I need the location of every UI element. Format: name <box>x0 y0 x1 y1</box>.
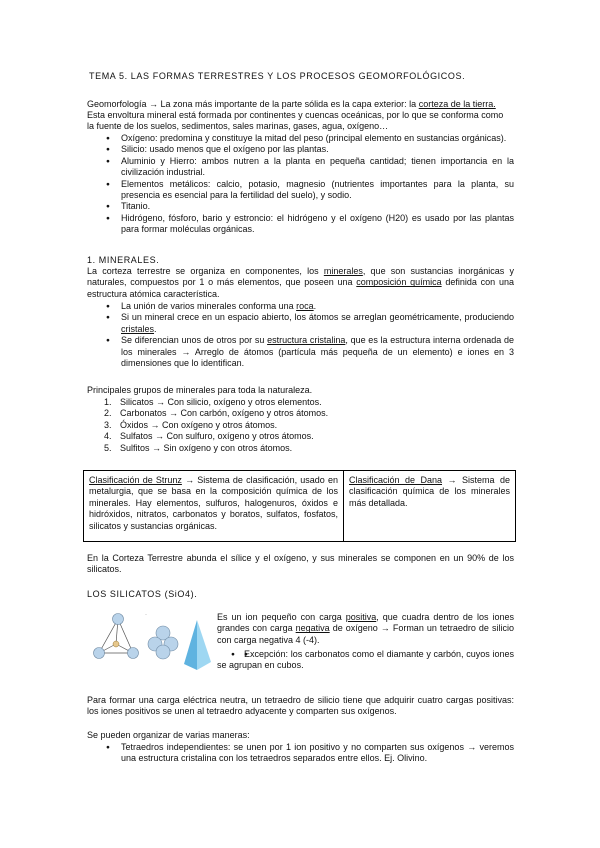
list-item: ● Elementos metálicos: calcio, potasio, magnesio (nutrientes importantes para la planta, su presencia es esencial para la fertilidad del suelo), y sodio. <box>106 179 514 202</box>
intro-lead-text: Geomorfología → La zona más importante de la parte sólida es la capa exterior: la <box>87 99 417 109</box>
strunz-text: → Sistema de clasificación, usado en metalurgia, que se basa en la composición química de los minerales. Hay elementos, sulfuros, halogenuros, óxidos e hidróxidos, nitratos, carbonatos y boratos, sulfatos, fosfatos, silicatos y sustancias orgánicas. <box>89 475 338 531</box>
list-text: Sulfitos → Sin oxígeno y con otros átomos. <box>120 442 293 453</box>
minerales-text-a: La corteza terrestre se organiza en componentes, los <box>87 266 319 276</box>
list-item <box>217 649 514 672</box>
list-item: ● Tetraedros independientes: se unen por 1 ion positivo y no comparten sus oxígenos → veremos una estructura cristalina con los tetraedros separados entre ellos. Ej. Olivino. <box>106 742 514 765</box>
list-item <box>104 397 504 408</box>
silicate-tetrahedron-diagram <box>84 606 214 678</box>
list-item <box>104 443 504 454</box>
estructura-link: estructura cristalina <box>267 335 346 346</box>
dana-title: Clasificación de Dana <box>349 475 443 485</box>
strunz-cell <box>84 471 343 541</box>
bullet-dot: ● ● <box>231 651 235 658</box>
negativa-link: negativa <box>295 623 330 634</box>
cristales-end: . <box>154 323 157 334</box>
list-item: ● Titanio. <box>106 201 514 212</box>
dana-text: → Sistema de clasificación química de los minerales más detallada. <box>349 475 510 508</box>
strunz-title: Clasificación de Strunz <box>89 475 182 485</box>
cristales-link: cristales <box>121 323 155 334</box>
estructura-text: Se diferencian unos de otros por su <box>121 335 265 346</box>
corteza-paragraph: En la Corteza Terrestre abunda el sílice y el oxígeno, y sus minerales se componen en un 90% de los silicatos. <box>87 553 514 575</box>
minerales-paragraph <box>87 266 514 300</box>
packed-spheres-model <box>148 626 178 659</box>
list-item: ● Silicio: usado menos que el oxígeno por las plantas. <box>106 144 514 155</box>
list-item <box>106 312 514 335</box>
list-number: 4. <box>104 431 112 442</box>
roca-end: . <box>313 301 317 311</box>
minerales-heading: 1. MINERALES. <box>87 255 160 265</box>
list-number: 5. <box>104 442 112 453</box>
list-number: 1. <box>104 397 112 407</box>
list-item: ● Hidrógeno, fósforo, bario y estroncio: el hidrógeno y el oxígeno (H20) es usado por las plantas para formar moléculas orgánicas. <box>106 213 514 236</box>
list-number: 3. <box>104 419 112 430</box>
silicon-atom <box>113 641 119 647</box>
silicatos-text-c: de oxígeno → Forman un tetraedro de silicio con carga negativa 4 (-4). <box>217 623 514 645</box>
corteza-link: corteza de la tierra. <box>418 99 496 109</box>
oxygen-atom <box>128 648 139 659</box>
positiva-link: positiva <box>345 612 377 622</box>
grupos-heading: Principales grupos de minerales para toda la naturaleza. <box>87 385 313 395</box>
list-item <box>106 301 514 312</box>
list-item <box>104 431 504 442</box>
cristales-text: Si un mineral crece en un espacio abierto, los átomos se arreglan geométricamente, produciendo <box>121 312 514 323</box>
list-item: ● Aluminio y Hierro: ambos nutren a la planta en pequeña cantidad; tienen importancia en la civilización industrial. <box>106 156 514 179</box>
silicatos-list <box>217 649 514 672</box>
list-item <box>106 335 514 369</box>
silicatos-paragraph <box>217 612 514 646</box>
minerales-text-c: definida con una estructura atómica característica. <box>87 277 514 299</box>
composicion-link: composición química <box>356 277 442 288</box>
silicatos-text-a: Es un ion pequeño con carga <box>217 612 342 622</box>
excepcion-text: Excepción: los carbonatos como el diamante y carbón, cuyos iones se agrupan en cubos. <box>217 649 514 671</box>
list-number: 2. <box>104 408 112 419</box>
classification-table <box>83 470 516 542</box>
list-item <box>104 408 504 419</box>
intro-lead <box>87 99 496 110</box>
list-item <box>104 420 504 431</box>
minerales-link: minerales <box>323 266 363 276</box>
dana-cell <box>344 471 515 541</box>
intro-line3: la fuente de los suelos, sedimentos, sales marinas, gases, agua, oxígeno… <box>87 121 389 131</box>
oxygen-atom <box>113 614 124 625</box>
minerales-list <box>106 301 514 369</box>
intro-line2: Esta envoltura mineral está formada por continentes y cuencas oceánicas, por lo que se conforma como <box>87 110 504 120</box>
estructura-end: , que es la estructura interna ordenada de los minerales → Arreglo de átomos (partícula más pequeña de un elemento) e iones en 3 dimensiones que lo identifican. <box>121 335 514 369</box>
grupos-list <box>104 397 504 454</box>
list-item: ● Oxígeno: predomina y constituye la mitad del peso (principal elemento en sustancias orgánicas). <box>106 133 514 144</box>
list-text: Carbonatos → Con carbón, oxígeno y otros átomos. <box>120 408 329 419</box>
list-text: Sulfatos → Con sulfuro, oxígeno y otros átomos. <box>120 431 314 442</box>
point-marker: · <box>145 612 147 618</box>
silicatos-heading: LOS SILICATOS (SiO4). <box>87 589 198 599</box>
tetrahedron-pyramid <box>184 620 211 670</box>
tetrahedron-figure <box>84 606 214 678</box>
organizar-list <box>106 742 514 765</box>
oxygen-atom <box>94 648 105 659</box>
roca-link: roca <box>296 301 314 311</box>
list-text: Óxidos → Con oxígeno y otros átomos. <box>120 419 278 430</box>
elements-list <box>106 133 514 236</box>
page-title: TEMA 5. LAS FORMAS TERRESTRES Y LOS PROCESOS GEOMORFOLÓGICOS. <box>89 71 466 81</box>
minerales-text-b: , que son sustancias inorgánicas y naturales, compuestos por 1 o más elementos, que poseen una <box>87 266 514 288</box>
list-text: Silicatos → Con silicio, oxígeno y otros elementos. <box>120 397 322 407</box>
carga-paragraph: Para formar una carga eléctrica neutra, un tetraedro de silicio tiene que adquirir cuatro cargas positivas: los iones positivos se unen al tetraedro adyacente y comparten sus oxígenos. <box>87 695 514 717</box>
roca-text: La unión de varios minerales conforma una <box>121 301 294 311</box>
organizar-heading: Se pueden organizar de varias maneras: <box>87 730 250 740</box>
silicatos-text-b: , que cuadra dentro de los iones grandes con carga <box>217 612 514 634</box>
